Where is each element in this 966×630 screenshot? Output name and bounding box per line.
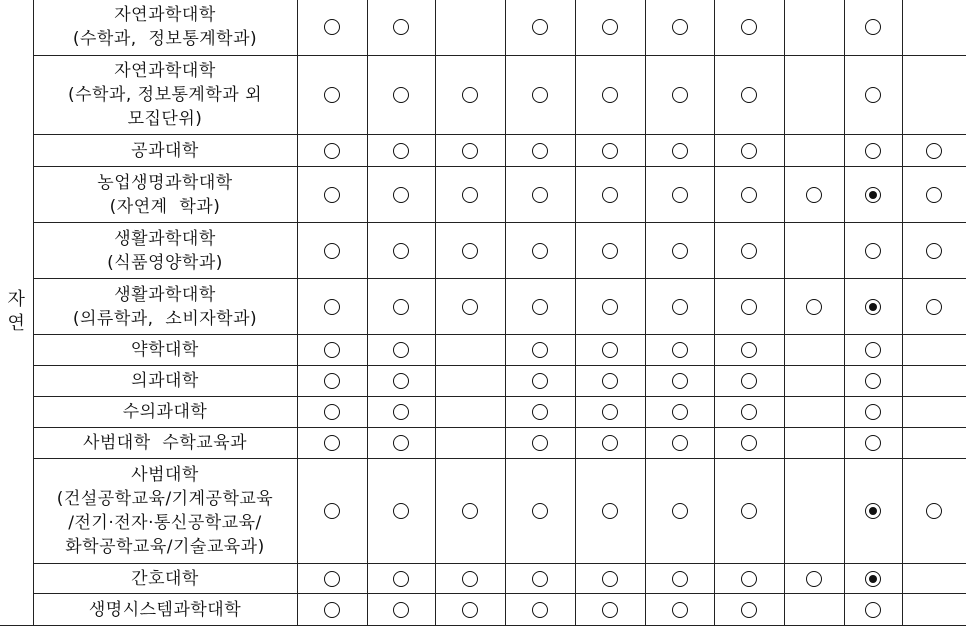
mark-cell: [784, 279, 844, 335]
open-circle-icon: [532, 342, 548, 358]
open-circle-icon: [865, 342, 881, 358]
mark-cell: [844, 428, 902, 459]
open-circle-icon: [393, 187, 409, 203]
college-name-line: /전기·전자·통신공학교육/: [68, 513, 262, 533]
mark-cell: [505, 459, 575, 564]
open-circle-icon: [462, 602, 478, 618]
mark-cell: [505, 0, 575, 56]
mark-cell: [367, 594, 435, 626]
college-name-cell: [33, 564, 297, 594]
open-circle-icon: [393, 373, 409, 389]
open-circle-icon: [672, 435, 688, 451]
mark-cell: [714, 135, 784, 167]
mark-cell: [575, 223, 645, 279]
open-circle-icon: [324, 19, 340, 35]
open-circle-icon: [741, 243, 757, 259]
mark-cell: [645, 56, 714, 135]
mark-cell: [297, 223, 367, 279]
mark-cell: [297, 459, 367, 564]
table-row: [0, 335, 966, 366]
open-circle-icon: [324, 299, 340, 315]
open-circle-icon: [393, 571, 409, 587]
college-name-cell: [33, 335, 297, 366]
mark-cell: [435, 335, 505, 366]
mark-cell: [844, 0, 902, 56]
mark-cell: [575, 135, 645, 167]
mark-cell: [575, 0, 645, 56]
mark-cell: [902, 135, 966, 167]
open-circle-icon: [324, 187, 340, 203]
open-circle-icon: [602, 404, 618, 420]
open-circle-icon: [602, 503, 618, 519]
open-circle-icon: [324, 571, 340, 587]
open-circle-icon: [602, 19, 618, 35]
mark-cell: [297, 279, 367, 335]
open-circle-icon: [462, 571, 478, 587]
open-circle-icon: [532, 404, 548, 420]
group-label-char: 자: [7, 289, 25, 310]
open-circle-icon: [865, 87, 881, 103]
mark-cell: [645, 564, 714, 594]
open-circle-icon: [806, 187, 822, 203]
mark-cell: [367, 366, 435, 397]
mark-cell: [902, 564, 966, 594]
table-row: [0, 459, 966, 564]
open-circle-icon: [741, 404, 757, 420]
mark-cell: [505, 397, 575, 428]
mark-cell: [367, 56, 435, 135]
mark-cell: [297, 167, 367, 223]
open-circle-icon: [462, 503, 478, 519]
filled-circle-icon: [865, 299, 881, 315]
college-name-cell: [33, 428, 297, 459]
table-row: [0, 366, 966, 397]
open-circle-icon: [672, 299, 688, 315]
open-circle-icon: [741, 187, 757, 203]
college-name-line: (수학과, 정보통계학과): [72, 29, 258, 49]
mark-cell: [902, 223, 966, 279]
mark-cell: [367, 335, 435, 366]
mark-cell: [505, 279, 575, 335]
open-circle-icon: [393, 503, 409, 519]
open-circle-icon: [532, 243, 548, 259]
open-circle-icon: [806, 299, 822, 315]
open-circle-icon: [926, 243, 942, 259]
college-name-cell: [33, 56, 297, 135]
college-name-line: 생활과학대학: [114, 228, 216, 249]
open-circle-icon: [393, 435, 409, 451]
college-name-cell: [33, 459, 297, 564]
table-row: [0, 223, 966, 279]
open-circle-icon: [324, 243, 340, 259]
open-circle-icon: [741, 87, 757, 103]
table-row: [0, 564, 966, 594]
mark-cell: [575, 279, 645, 335]
mark-cell: [505, 167, 575, 223]
mark-cell: [367, 223, 435, 279]
open-circle-icon: [602, 299, 618, 315]
mark-cell: [645, 0, 714, 56]
college-name-line: 자연과학대학: [114, 61, 216, 81]
mark-cell: [844, 279, 902, 335]
mark-cell: [714, 594, 784, 626]
mark-cell: [844, 167, 902, 223]
mark-cell: [844, 459, 902, 564]
table-row: [0, 279, 966, 335]
open-circle-icon: [393, 404, 409, 420]
college-name-line: 자연과학대학: [114, 5, 216, 25]
college-name-cell: [33, 0, 297, 56]
mark-cell: [714, 223, 784, 279]
mark-cell: [714, 335, 784, 366]
mark-cell: [844, 564, 902, 594]
mark-cell: [784, 135, 844, 167]
open-circle-icon: [741, 19, 757, 35]
mark-cell: [902, 335, 966, 366]
open-circle-icon: [324, 87, 340, 103]
mark-cell: [367, 279, 435, 335]
open-circle-icon: [532, 503, 548, 519]
open-circle-icon: [324, 435, 340, 451]
open-circle-icon: [393, 602, 409, 618]
group-label-char: 연: [7, 313, 25, 334]
mark-cell: [367, 397, 435, 428]
open-circle-icon: [672, 342, 688, 358]
college-name-line: 약학대학: [131, 340, 199, 360]
open-circle-icon: [462, 299, 478, 315]
mark-cell: [505, 564, 575, 594]
mark-cell: [714, 428, 784, 459]
mark-cell: [714, 56, 784, 135]
mark-cell: [714, 564, 784, 594]
mark-cell: [367, 564, 435, 594]
open-circle-icon: [532, 187, 548, 203]
table-row: [0, 594, 966, 626]
mark-cell: [714, 279, 784, 335]
mark-cell: [435, 564, 505, 594]
mark-cell: [435, 56, 505, 135]
college-name-cell: [33, 366, 297, 397]
open-circle-icon: [672, 243, 688, 259]
mark-cell: [902, 56, 966, 135]
mark-cell: [714, 167, 784, 223]
mark-cell: [297, 428, 367, 459]
mark-cell: [297, 56, 367, 135]
mark-cell: [505, 135, 575, 167]
table-row: [0, 56, 966, 135]
open-circle-icon: [393, 342, 409, 358]
mark-cell: [784, 0, 844, 56]
open-circle-icon: [865, 143, 881, 159]
mark-cell: [297, 366, 367, 397]
open-circle-icon: [532, 19, 548, 35]
mark-cell: [714, 397, 784, 428]
open-circle-icon: [741, 503, 757, 519]
mark-cell: [714, 366, 784, 397]
college-name-line: 의과대학: [131, 371, 199, 391]
mark-cell: [714, 459, 784, 564]
college-name-line: (식품영양학과): [107, 252, 223, 273]
mark-cell: [297, 135, 367, 167]
mark-cell: [784, 428, 844, 459]
open-circle-icon: [602, 87, 618, 103]
mark-cell: [435, 279, 505, 335]
open-circle-icon: [741, 373, 757, 389]
open-circle-icon: [672, 602, 688, 618]
mark-cell: [645, 223, 714, 279]
mark-cell: [505, 366, 575, 397]
mark-cell: [902, 397, 966, 428]
open-circle-icon: [462, 143, 478, 159]
open-circle-icon: [865, 602, 881, 618]
mark-cell: [902, 279, 966, 335]
mark-cell: [784, 594, 844, 626]
open-circle-icon: [865, 373, 881, 389]
mark-cell: [575, 594, 645, 626]
open-circle-icon: [324, 373, 340, 389]
mark-cell: [435, 223, 505, 279]
mark-cell: [784, 223, 844, 279]
mark-cell: [575, 335, 645, 366]
mark-cell: [844, 56, 902, 135]
mark-cell: [902, 366, 966, 397]
mark-cell: [902, 594, 966, 626]
open-circle-icon: [602, 143, 618, 159]
mark-cell: [575, 564, 645, 594]
open-circle-icon: [462, 243, 478, 259]
open-circle-icon: [865, 404, 881, 420]
mark-cell: [784, 397, 844, 428]
college-name-line: 사범대학: [131, 465, 199, 485]
mark-cell: [784, 366, 844, 397]
open-circle-icon: [926, 299, 942, 315]
mark-cell: [784, 335, 844, 366]
open-circle-icon: [865, 19, 881, 35]
mark-cell: [367, 0, 435, 56]
mark-cell: [645, 167, 714, 223]
mark-cell: [575, 459, 645, 564]
mark-cell: [844, 366, 902, 397]
open-circle-icon: [926, 187, 942, 203]
open-circle-icon: [602, 342, 618, 358]
open-circle-icon: [865, 243, 881, 259]
mark-cell: [435, 135, 505, 167]
open-circle-icon: [324, 602, 340, 618]
mark-cell: [367, 135, 435, 167]
college-name-line: 생명시스템과학대학: [88, 599, 242, 620]
mark-cell: [435, 366, 505, 397]
open-circle-icon: [672, 373, 688, 389]
college-name-cell: [33, 167, 297, 223]
filled-circle-icon: [865, 187, 881, 203]
open-circle-icon: [926, 143, 942, 159]
filled-circle-icon: [865, 503, 881, 519]
mark-cell: [844, 135, 902, 167]
mark-cell: [645, 279, 714, 335]
open-circle-icon: [393, 243, 409, 259]
mark-cell: [435, 0, 505, 56]
mark-cell: [367, 167, 435, 223]
open-circle-icon: [602, 435, 618, 451]
group-label-cell: [0, 0, 33, 626]
mark-cell: [645, 594, 714, 626]
mark-cell: [367, 428, 435, 459]
open-circle-icon: [865, 435, 881, 451]
mark-cell: [784, 167, 844, 223]
open-circle-icon: [602, 243, 618, 259]
mark-cell: [297, 335, 367, 366]
open-circle-icon: [393, 299, 409, 315]
table-row: [0, 167, 966, 223]
table-row: [0, 135, 966, 167]
college-name-cell: [33, 397, 297, 428]
mark-cell: [505, 594, 575, 626]
open-circle-icon: [532, 435, 548, 451]
mark-cell: [297, 397, 367, 428]
open-circle-icon: [926, 503, 942, 519]
college-name-line: 농업생명과학대학: [97, 172, 233, 193]
open-circle-icon: [602, 373, 618, 389]
mark-cell: [844, 397, 902, 428]
open-circle-icon: [532, 143, 548, 159]
mark-cell: [645, 135, 714, 167]
mark-cell: [844, 594, 902, 626]
open-circle-icon: [672, 143, 688, 159]
mark-cell: [435, 167, 505, 223]
mark-cell: [645, 459, 714, 564]
mark-cell: [505, 56, 575, 135]
open-circle-icon: [462, 87, 478, 103]
college-name-line: 간호대학: [131, 568, 199, 589]
open-circle-icon: [672, 503, 688, 519]
open-circle-icon: [602, 187, 618, 203]
mark-cell: [435, 397, 505, 428]
open-circle-icon: [393, 143, 409, 159]
mark-cell: [844, 223, 902, 279]
open-circle-icon: [532, 87, 548, 103]
open-circle-icon: [741, 342, 757, 358]
open-circle-icon: [324, 404, 340, 420]
mark-cell: [714, 0, 784, 56]
mark-cell: [297, 564, 367, 594]
open-circle-icon: [741, 143, 757, 159]
mark-cell: [645, 397, 714, 428]
open-circle-icon: [741, 299, 757, 315]
open-circle-icon: [672, 571, 688, 587]
college-name-cell: [33, 279, 297, 335]
mark-cell: [435, 459, 505, 564]
open-circle-icon: [741, 602, 757, 618]
open-circle-icon: [672, 404, 688, 420]
open-circle-icon: [324, 503, 340, 519]
open-circle-icon: [462, 187, 478, 203]
mark-cell: [902, 167, 966, 223]
open-circle-icon: [602, 602, 618, 618]
open-circle-icon: [324, 342, 340, 358]
open-circle-icon: [806, 571, 822, 587]
college-name-line: 화학공학교육/기술교육과): [65, 537, 265, 557]
filled-circle-icon: [865, 571, 881, 587]
college-name-line: (의류학과, 소비자학과): [72, 308, 258, 329]
mark-cell: [645, 366, 714, 397]
mark-cell: [784, 56, 844, 135]
college-name-line: 공과대학: [131, 140, 199, 161]
mark-cell: [575, 397, 645, 428]
mark-cell: [575, 428, 645, 459]
open-circle-icon: [393, 87, 409, 103]
college-name-line: 사범대학 수학교육과: [82, 433, 248, 453]
open-circle-icon: [532, 602, 548, 618]
open-circle-icon: [532, 571, 548, 587]
table-row: [0, 397, 966, 428]
mark-cell: [645, 335, 714, 366]
college-name-cell: [33, 594, 297, 626]
college-name-line: 생활과학대학: [114, 284, 216, 305]
mark-cell: [297, 594, 367, 626]
table-row: [0, 0, 966, 56]
college-name-line: (수학과, 정보통계학과 외: [67, 85, 263, 105]
college-name-line: (자연계 학과): [109, 196, 221, 217]
mark-cell: [784, 564, 844, 594]
open-circle-icon: [672, 87, 688, 103]
mark-cell: [844, 335, 902, 366]
mark-cell: [784, 459, 844, 564]
mark-cell: [645, 428, 714, 459]
open-circle-icon: [672, 19, 688, 35]
college-name-cell: [33, 223, 297, 279]
mark-cell: [505, 428, 575, 459]
mark-cell: [435, 428, 505, 459]
mark-cell: [902, 459, 966, 564]
table-row: [0, 428, 966, 459]
open-circle-icon: [532, 373, 548, 389]
open-circle-icon: [324, 143, 340, 159]
mark-cell: [902, 428, 966, 459]
mark-cell: [505, 223, 575, 279]
open-circle-icon: [741, 435, 757, 451]
mark-cell: [575, 366, 645, 397]
open-circle-icon: [741, 571, 757, 587]
college-name-line: 모집단위): [127, 109, 203, 129]
mark-cell: [367, 459, 435, 564]
mark-cell: [435, 594, 505, 626]
mark-cell: [902, 0, 966, 56]
college-name-line: (건설공학교육/기계공학교육: [56, 489, 274, 509]
college-name-line: 수의과대학: [122, 402, 208, 422]
mark-cell: [575, 167, 645, 223]
college-name-cell: [33, 135, 297, 167]
mark-cell: [505, 335, 575, 366]
open-circle-icon: [672, 187, 688, 203]
open-circle-icon: [393, 19, 409, 35]
open-circle-icon: [532, 299, 548, 315]
open-circle-icon: [602, 571, 618, 587]
mark-cell: [297, 0, 367, 56]
mark-cell: [575, 56, 645, 135]
